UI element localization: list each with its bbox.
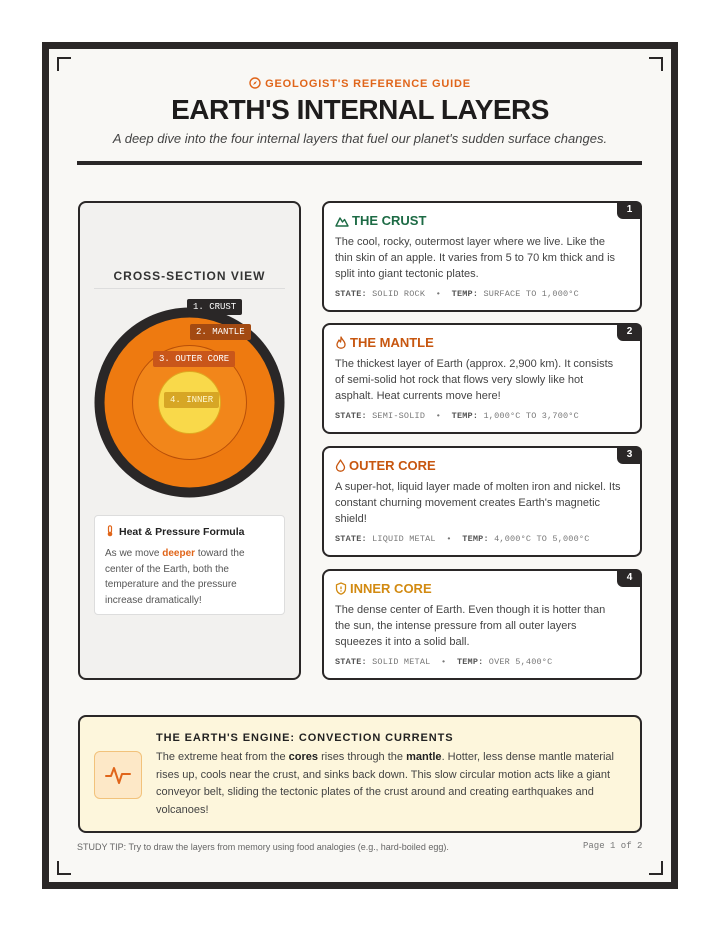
mountain-icon [335,215,349,227]
temp-label: TEMP: [462,534,489,544]
formula-title-text: Heat & Pressure Formula [119,526,245,538]
study-tip: STUDY TIP: Try to draw the layers from memory using food analogies (e.g., hard-boiled egg). [77,842,449,852]
engine-bold-cores: cores [288,751,319,763]
layer-title-text: THE MANTLE [350,335,434,350]
layer-meta: STATE: SOLID METAL • TEMP: OVER 5,400°C [335,657,553,667]
temp-value: OVER 5,400°C [488,657,553,667]
corner-mark-bottom-left [57,861,71,875]
layer-description: The cool, rocky, outermost layer where we live. Like the thin skin of an apple. It varies from 5 to 70 km thick and is split into giant tectonic plates. [335,236,616,280]
temp-value: 1,000°C TO 3,700°C [483,411,579,421]
layer-number: 2 [617,323,642,341]
layer-description: The dense center of Earth. Even though it is hotter than the sun, the intense pressure from all outer layers squeezes it into a solid ball. [335,604,606,648]
layer-title-text: THE CRUST [352,213,427,228]
page-title: EARTH'S INTERNAL LAYERS [171,94,549,125]
label-inner-core: 4. INNER [164,392,219,408]
formula-highlight: deeper [162,548,196,559]
thermometer-icon [105,525,115,537]
formula-title [105,525,274,538]
cross-section-divider [94,288,285,289]
layer-title [335,213,629,228]
compass-icon [249,77,261,89]
state-value: SOLID ROCK [372,289,426,299]
droplet-icon [335,459,346,472]
engine-text-2: rises through the [318,751,407,763]
layer-number: 3 [617,446,642,464]
layer-title-text: INNER CORE [350,581,432,596]
layer-number: 4 [617,569,642,587]
temp-label: TEMP: [456,657,484,667]
formula-text-end: toward the center of the Earth, both the temperature and the pressure increase dramatically! [105,548,245,606]
engine-text-1: The extreme heat from the [156,751,289,763]
header-divider [77,161,642,165]
cross-section-title: CROSS-SECTION VIEW [113,269,266,283]
formula-box [94,515,285,615]
state-label: STATE: [335,411,367,421]
layer-title-text: OUTER CORE [349,458,436,473]
layer-meta: STATE: SOLID ROCK • TEMP: SURFACE TO 1,000°C [335,289,579,299]
state-value: SOLID METAL [372,657,431,667]
temp-value: SURFACE TO 1,000°C [483,289,579,299]
state-value: LIQUID METAL [372,534,436,544]
corner-mark-top-left [57,57,71,71]
engine-bold-mantle: mantle [406,751,442,763]
eyebrow [0,77,720,90]
layer-title [335,458,629,473]
activity-icon [104,763,132,787]
cross-section-panel [78,201,301,680]
layer-meta: STATE: SEMI-SOLID • TEMP: 1,000°C TO 3,700°C [335,411,579,421]
layer-number: 1 [617,201,642,219]
layer-title [335,335,629,350]
layer-card-inner-core [322,569,642,680]
layer-title [335,581,629,596]
temp-label: TEMP: [451,411,479,421]
temp-label: TEMP: [451,289,479,299]
layer-card-crust [322,201,642,312]
layer-meta: STATE: LIQUID METAL • TEMP: 4,000°C TO 5,000°C [335,534,590,544]
label-crust: 1. CRUST [187,299,242,315]
layer-card-mantle [322,323,642,434]
shield-icon [335,582,347,595]
layer-description: A super-hot, liquid layer made of molten iron and nickel. Its constant churning movement creates Earth's magnetic shield! [335,481,621,525]
engine-title: THE EARTH'S ENGINE: CONVECTION CURRENTS [156,732,454,744]
formula-text [105,546,274,608]
formula-text-start: As we move [105,548,163,559]
label-mantle: 2. MANTLE [190,324,251,340]
page-number: Page 1 of 2 [583,841,643,851]
layer-description: The thickest layer of Earth (approx. 2,900 km). It consists of semi-solid hot rock that flows very slowly like hot asphalt. Heat currents move here! [335,358,614,402]
state-value: SEMI-SOLID [372,411,426,421]
flame-icon [335,336,347,349]
engine-text [156,749,636,819]
engine-text-3: . Hotter, less dense mantle material rises up, cools near the crust, and sinks back down. This slow circular motion acts like a giant conveyor belt, sliding the tectonic plates of the crust around and creating earthquakes and volcanoes! [156,751,614,816]
temp-value: 4,000°C TO 5,000°C [494,534,590,544]
corner-mark-top-right [649,57,663,71]
engine-icon-box [94,751,142,799]
page-subtitle: A deep dive into the four internal layers that fuel our planet's sudden surface changes. [112,131,608,146]
state-label: STATE: [335,657,367,667]
corner-mark-bottom-right [649,861,663,875]
state-label: STATE: [335,289,367,299]
layer-card-outer-core [322,446,642,557]
eyebrow-text: GEOLOGIST'S REFERENCE GUIDE [265,78,471,90]
state-label: STATE: [335,534,367,544]
label-outer-core: 3. OUTER CORE [153,351,235,367]
convection-callout [78,715,642,833]
